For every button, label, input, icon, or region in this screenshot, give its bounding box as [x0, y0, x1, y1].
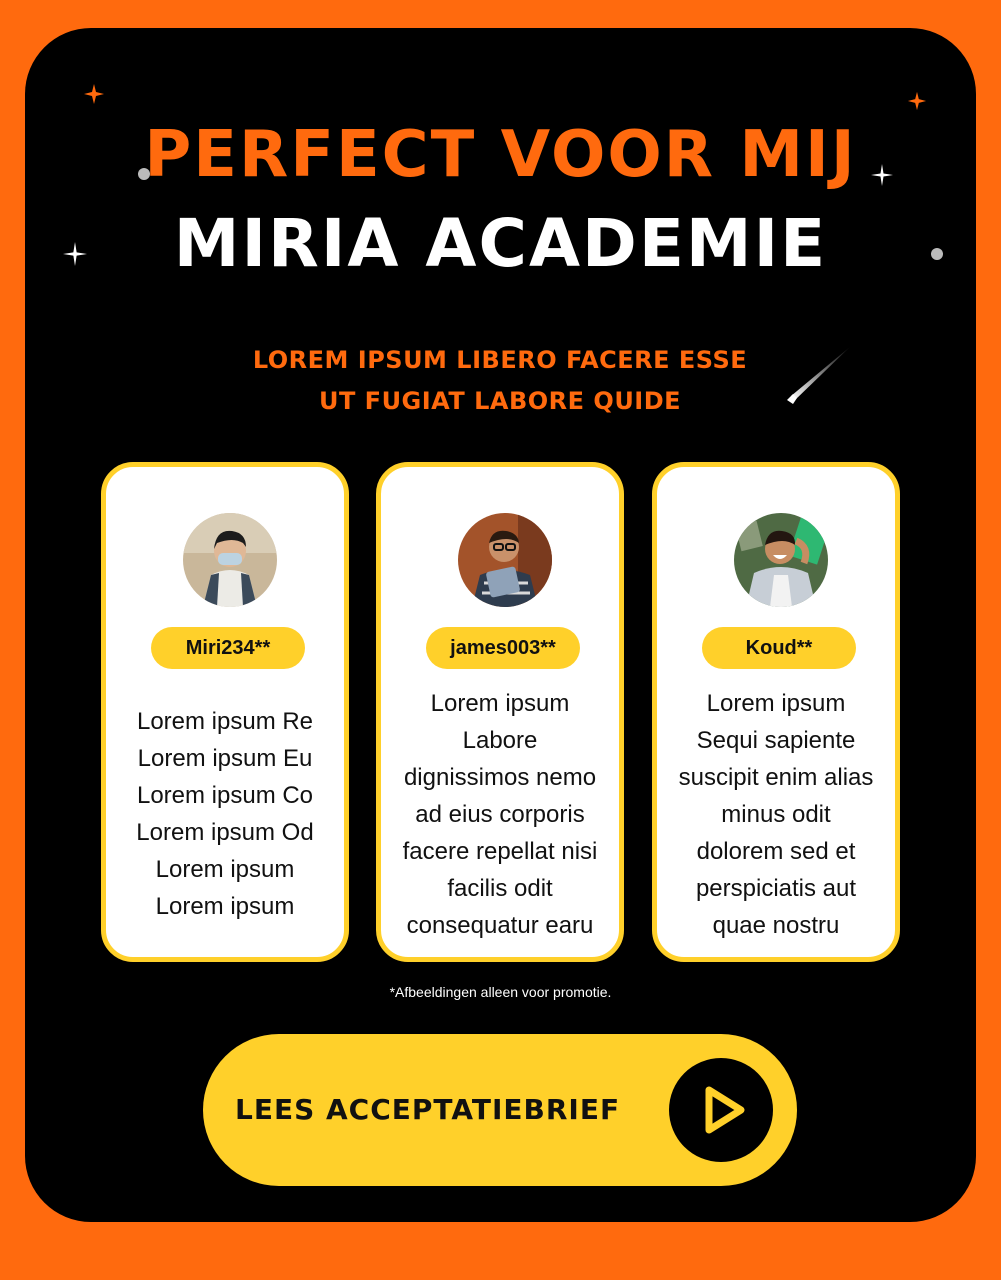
review-line: Labore — [462, 727, 538, 754]
review-line: dolorem sed et — [696, 838, 856, 865]
review-line: Lorem ipsum — [155, 893, 295, 920]
main-panel — [25, 28, 976, 1222]
testimonial-card — [101, 462, 349, 962]
review-line: Sequi sapiente — [696, 727, 856, 754]
subtitle-line: LOREM IPSUM LIBERO FACERE ESSE — [252, 346, 748, 374]
sparkle-icon — [83, 83, 105, 105]
avatar — [734, 513, 828, 607]
cta-label: LEES ACCEPTATIEBRIEF — [235, 1093, 621, 1126]
review-line: Lorem ipsum Re — [136, 708, 314, 735]
read-acceptance-letter-button[interactable] — [203, 1034, 797, 1186]
review-line: Lorem ipsum Co — [136, 782, 314, 809]
avatar — [183, 513, 277, 607]
review-line: Lorem ipsum — [706, 690, 846, 717]
review-line: Lorem ipsum — [430, 690, 570, 717]
academy-name: MIRIA ACADEMIE — [173, 205, 828, 282]
username-badge: james003** — [426, 627, 580, 669]
review-text — [116, 703, 334, 925]
testimonial-card — [376, 462, 624, 962]
review-text — [391, 685, 609, 944]
avatar — [458, 513, 552, 607]
review-text — [667, 685, 885, 944]
play-icon[interactable] — [669, 1058, 773, 1162]
review-line: dignissimos nemo — [403, 764, 597, 791]
review-line: ad eius corporis — [415, 801, 585, 828]
subtitle-line: UT FUGIAT LABORE QUIDE — [318, 387, 682, 415]
disclaimer-note: *Afbeeldingen alleen voor promotie. — [389, 984, 612, 1000]
username-badge: Koud** — [702, 627, 856, 669]
review-line: perspiciatis aut — [695, 875, 857, 902]
review-line: consequatur earu — [406, 912, 594, 939]
review-line: minus odit — [721, 801, 831, 828]
review-line: Lorem ipsum Eu — [137, 745, 313, 772]
review-line: facilis odit — [447, 875, 553, 902]
sparkle-icon — [907, 91, 927, 111]
review-line: facere repellat nisi — [402, 838, 598, 865]
subtitle — [200, 340, 800, 422]
page-title: PERFECT VOOR MIJ — [144, 118, 857, 192]
review-line: Lorem ipsum — [155, 856, 295, 883]
review-line: quae nostru — [712, 912, 840, 939]
review-line: suscipit enim alias — [678, 764, 874, 791]
testimonial-card — [652, 462, 900, 962]
review-line: Lorem ipsum Od — [136, 819, 314, 846]
username-badge: Miri234** — [151, 627, 305, 669]
